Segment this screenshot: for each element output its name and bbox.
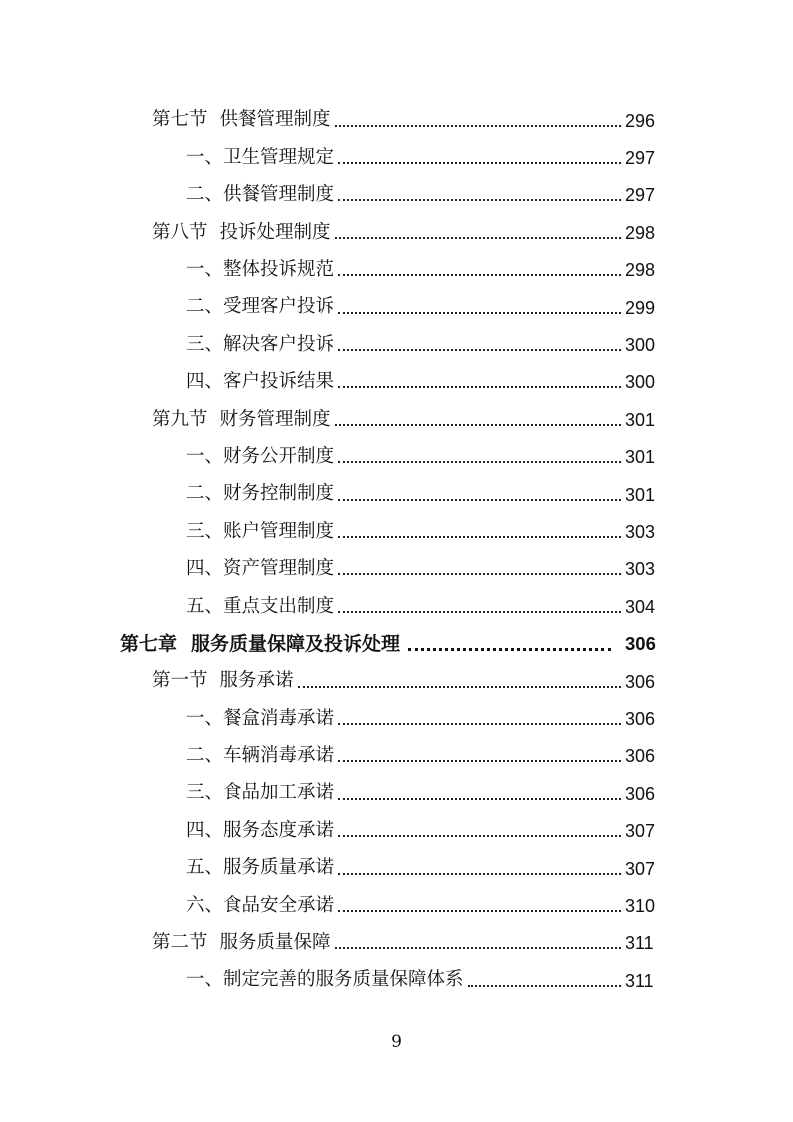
table-of-contents	[0, 102, 793, 999]
toc-entry-item[interactable]	[0, 139, 793, 176]
toc-entry-number: 一、	[186, 707, 224, 729]
toc-entry-page: 306	[625, 746, 656, 767]
toc-entry-item[interactable]	[0, 439, 793, 476]
toc-entry-item[interactable]	[0, 476, 793, 513]
toc-entry-page: 303	[625, 559, 656, 580]
toc-entry-item[interactable]	[0, 812, 793, 849]
toc-entry-page: 306	[625, 632, 656, 654]
toc-entry-page: 297	[625, 185, 656, 206]
dot-leader	[338, 162, 621, 164]
dot-leader	[335, 424, 621, 426]
toc-entry-page: 301	[625, 484, 656, 505]
toc-entry-page: 311	[625, 933, 654, 954]
toc-entry-number: 二、	[186, 184, 224, 206]
toc-entry-title: 财务控制制度	[223, 483, 335, 505]
dot-leader	[335, 237, 621, 239]
toc-entry-item[interactable]	[0, 962, 793, 999]
page-number: 9	[391, 1032, 402, 1052]
toc-entry-page: 307	[625, 821, 656, 842]
toc-entry-number: 第七节	[152, 109, 208, 131]
dot-leader	[338, 536, 621, 538]
toc-entry-number: 第八节	[152, 221, 208, 243]
toc-entry-title: 重点支出制度	[223, 595, 335, 617]
toc-entry-number: 五、	[186, 857, 224, 879]
toc-entry-page: 306	[625, 708, 656, 729]
toc-entry-item[interactable]	[0, 326, 793, 363]
dot-leader	[335, 125, 621, 127]
toc-entry-item[interactable]	[0, 252, 793, 289]
toc-entry-item[interactable]	[0, 289, 793, 326]
toc-entry-item[interactable]	[0, 700, 793, 737]
dot-leader	[338, 910, 621, 912]
dot-leader	[338, 349, 621, 351]
toc-entry-title: 服务质量保障	[219, 932, 331, 954]
dot-leader	[408, 648, 611, 651]
toc-entry-page: 303	[625, 521, 656, 542]
toc-entry-title: 服务态度承诺	[223, 819, 335, 841]
dot-leader	[338, 312, 621, 314]
toc-entry-title: 食品加工承诺	[223, 782, 335, 804]
toc-entry-number: 二、	[186, 483, 224, 505]
toc-entry-title: 卫生管理规定	[223, 146, 335, 168]
toc-entry-section[interactable]	[0, 663, 793, 700]
toc-entry-item[interactable]	[0, 364, 793, 401]
toc-entry-title: 整体投诉规范	[223, 259, 335, 280]
toc-entry-page: 306	[625, 783, 656, 804]
toc-entry-number: 一、	[186, 259, 224, 280]
toc-entry-page: 299	[625, 297, 656, 318]
toc-entry-title: 供餐管理制度	[219, 109, 331, 131]
toc-entry-title: 资产管理制度	[223, 558, 335, 580]
toc-entry-title: 制定完善的服务质量保障体系	[223, 969, 464, 991]
toc-entry-page: 297	[625, 148, 656, 169]
toc-entry-title: 财务公开制度	[223, 445, 335, 467]
toc-entry-title: 财务管理制度	[219, 408, 331, 430]
toc-entry-page: 306	[625, 671, 656, 692]
toc-entry-number: 第七章	[120, 632, 178, 655]
dot-leader	[298, 686, 621, 688]
toc-entry-item[interactable]	[0, 513, 793, 550]
toc-entry-page: 310	[625, 895, 656, 916]
toc-entry-title: 服务质量保障及投诉处理	[191, 632, 401, 655]
toc-entry-title: 客户投诉结果	[223, 371, 335, 393]
toc-entry-title: 供餐管理制度	[223, 184, 335, 206]
toc-entry-page: 304	[625, 596, 656, 617]
toc-entry-item[interactable]	[0, 177, 793, 214]
dot-leader	[335, 947, 621, 949]
toc-entry-page: 298	[625, 260, 656, 281]
toc-entry-number: 一、	[186, 969, 224, 991]
toc-entry-item[interactable]	[0, 775, 793, 812]
toc-entry-number: 五、	[186, 595, 224, 617]
toc-entry-title: 食品安全承诺	[223, 894, 335, 916]
dot-leader	[338, 573, 621, 575]
toc-entry-number: 三、	[186, 782, 224, 804]
toc-entry-section[interactable]	[0, 214, 793, 251]
toc-entry-section[interactable]	[0, 925, 793, 962]
toc-entry-title: 解决客户投诉	[223, 333, 335, 355]
toc-entry-page: 301	[625, 409, 656, 430]
toc-entry-title: 服务质量承诺	[223, 857, 335, 879]
toc-entry-title: 餐盒消毒承诺	[223, 707, 335, 729]
dot-leader	[338, 274, 621, 276]
toc-entry-title: 投诉处理制度	[219, 221, 331, 243]
toc-entry-number: 六、	[186, 894, 224, 916]
toc-entry-number: 三、	[186, 333, 224, 355]
toc-entry-number: 二、	[186, 745, 224, 767]
dot-leader	[338, 199, 621, 201]
dot-leader	[338, 499, 621, 501]
dot-leader	[338, 760, 621, 762]
toc-entry-number: 一、	[186, 146, 224, 168]
toc-entry-chapter[interactable]	[0, 625, 793, 662]
toc-entry-item[interactable]	[0, 850, 793, 887]
toc-entry-number: 四、	[186, 819, 224, 841]
toc-entry-number: 第九节	[152, 408, 208, 430]
toc-entry-title: 受理客户投诉	[223, 296, 335, 318]
toc-entry-number: 第一节	[152, 670, 208, 692]
toc-entry-number: 四、	[186, 558, 224, 580]
toc-entry-item[interactable]	[0, 738, 793, 775]
dot-leader	[338, 835, 621, 837]
toc-entry-title: 账户管理制度	[223, 520, 335, 542]
toc-entry-title: 服务承诺	[219, 670, 294, 692]
toc-entry-page: 311	[625, 970, 654, 991]
toc-entry-section[interactable]	[0, 102, 793, 139]
dot-leader	[338, 798, 621, 800]
dot-leader	[468, 985, 621, 987]
toc-entry-number: 三、	[186, 520, 224, 542]
toc-entry-item[interactable]	[0, 588, 793, 625]
dot-leader	[338, 873, 621, 875]
toc-entry-page: 298	[625, 222, 656, 243]
toc-entry-item[interactable]	[0, 887, 793, 924]
toc-entry-page: 296	[625, 110, 656, 131]
toc-entry-item[interactable]	[0, 551, 793, 588]
toc-entry-number: 四、	[186, 371, 224, 393]
toc-entry-page: 300	[625, 372, 656, 393]
dot-leader	[338, 386, 621, 388]
toc-entry-page: 307	[625, 858, 656, 879]
dot-leader	[338, 723, 621, 725]
toc-entry-number: 一、	[186, 445, 224, 467]
dot-leader	[338, 461, 621, 463]
dot-leader	[338, 611, 621, 613]
toc-entry-section[interactable]	[0, 401, 793, 438]
toc-entry-page: 300	[625, 335, 656, 356]
toc-entry-number: 二、	[186, 296, 224, 318]
toc-entry-page: 301	[625, 447, 656, 468]
toc-entry-title: 车辆消毒承诺	[223, 745, 335, 767]
toc-entry-number: 第二节	[152, 932, 208, 954]
